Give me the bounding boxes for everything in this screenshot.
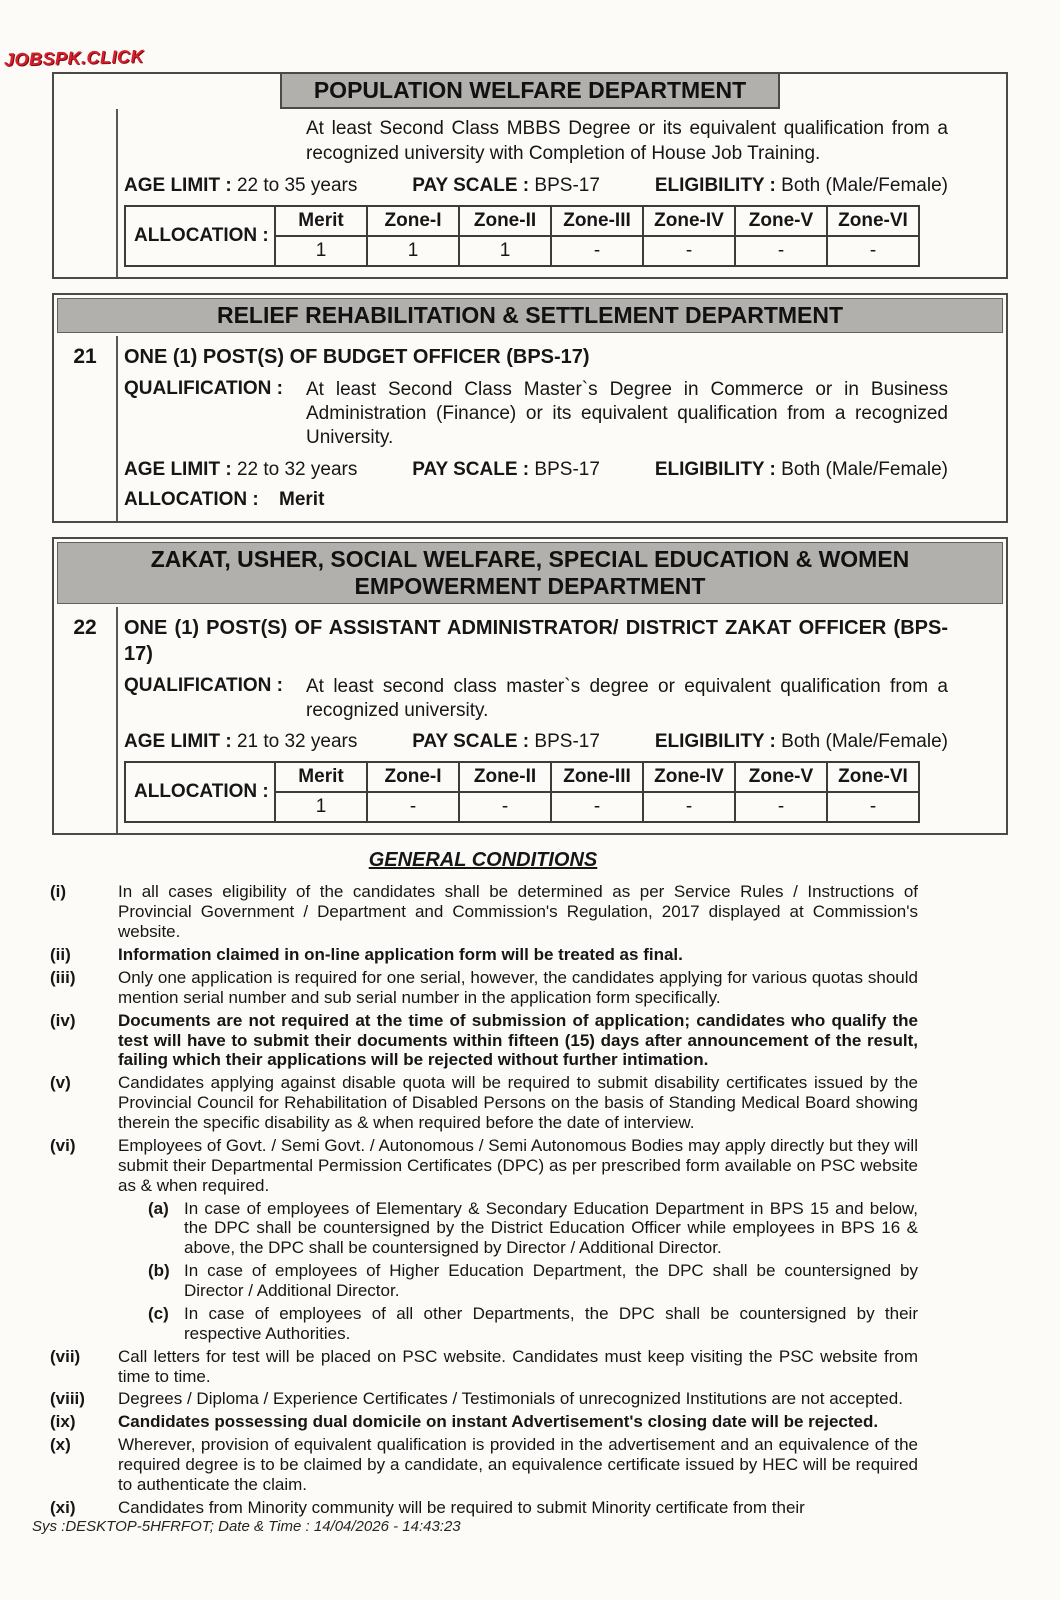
gc-subitem-letter: (b)	[148, 1261, 170, 1281]
age-limit-label: AGE LIMIT :	[124, 174, 232, 196]
gc-item-iv	[48, 1011, 918, 1071]
allocation-col-merit: Merit	[275, 206, 367, 236]
age-limit	[124, 175, 357, 197]
gc-item-number: (iii)	[50, 967, 76, 987]
pay-scale	[412, 459, 600, 481]
pay-scale-value: BPS-17	[534, 458, 600, 480]
gc-item-text: Candidates from Minority community will be required to submit Minority certificate from their	[118, 1497, 805, 1517]
serial-number-22: 22	[54, 607, 118, 834]
gc-subitem-b	[48, 1261, 918, 1301]
relief-title: RELIEF REHABILITATION & SETTLEMENT DEPARTMENT	[216, 301, 844, 328]
qualification-label: QUALIFICATION :	[124, 674, 284, 696]
eligibility-label: ELIGIBILITY :	[654, 731, 776, 753]
gc-item-number: (vi)	[50, 1135, 76, 1155]
eligibility-value: Both (Male/Female)	[781, 458, 948, 480]
gc-item-x	[48, 1435, 918, 1495]
allocation-val-merit: 1	[275, 236, 367, 266]
zakat-header-bar	[57, 542, 1003, 604]
gc-item-vii	[48, 1347, 918, 1387]
allocation-col-zone5: Zone-V	[735, 206, 827, 236]
gc-item-number: (xi)	[50, 1497, 76, 1517]
eligibility-label: ELIGIBILITY :	[654, 174, 776, 196]
general-conditions-title: GENERAL CONDITIONS	[368, 849, 598, 872]
gc-subitem-text: In case of employees of all other Departments, the DPC shall be countersigned by their respective Authorities.	[184, 1303, 918, 1343]
gc-item-text: In all cases eligibility of the candidates shall be determined as per Service Rules / Instructions of Provincial Government / Department and Commission's Regulation, 2017 displayed at Commission's website.	[118, 882, 918, 942]
pay-scale-label: PAY SCALE :	[412, 731, 530, 753]
gc-item-text: Wherever, provision of equivalent qualification is provided in the advertisement and an equivalence of the required degree is to be claimed by a candidate, an equivalence certificate issued by HEC will be required to authenticate the claim.	[118, 1435, 918, 1494]
age-limit-label: AGE LIMIT :	[124, 731, 232, 753]
serial-number-21: 21	[54, 336, 118, 521]
gc-item-ii	[48, 945, 918, 965]
allocation-col-zone4: Zone-IV	[643, 762, 735, 792]
age-limit-value: 22 to 35 years	[236, 174, 358, 196]
relief-qualification	[124, 378, 948, 451]
allocation-label: ALLOCATION :	[125, 762, 275, 822]
allocation-label: ALLOCATION :	[125, 206, 275, 266]
gc-item-text: Call letters for test will be placed on PSC website. Candidates must keep visiting the PSC website from time to time.	[118, 1346, 918, 1386]
gc-subitem-text: In case of employees of Elementary & Secondary Education Department in BPS 15 and below, the DPC shall be countersigned by the District Education Officer while employees in BPS 16 & above, the DPC shall be countersigned by Director / Additional Director.	[184, 1198, 918, 1258]
allocation-val-zone6: -	[827, 792, 919, 822]
gc-subitem-c	[48, 1304, 918, 1344]
gc-item-text: Employees of Govt. / Semi Govt. / Autonomous / Semi Autonomous Bodies may apply directly but they will submit their Departmental Permission Certificates (DPC) as per prescribed form available on PSC website as & when required.	[118, 1135, 918, 1195]
allocation-val-zone4: -	[643, 236, 735, 266]
zakat-qualification	[124, 675, 948, 724]
zakat-title: ZAKAT, USHER, SOCIAL WELFARE, SPECIAL EDUCATION & WOMEN EMPOWERMENT DEPARTMENT	[150, 545, 910, 599]
relief-header-bar	[57, 298, 1003, 333]
allocation-label: ALLOCATION :	[124, 488, 259, 510]
population-meta-row	[124, 175, 948, 197]
gc-subitem-letter: (c)	[148, 1303, 169, 1323]
allocation-col-zone5: Zone-V	[735, 762, 827, 792]
gc-item-text: Information claimed in on-line application form will be treated as final.	[118, 945, 683, 965]
qualification-text: At least Second Class Master`s Degree in Commerce or in Business Administration (Finance) or its equivalent qualification from a recognized University.	[306, 378, 948, 449]
gc-item-v	[48, 1073, 918, 1133]
allocation-col-zone1: Zone-I	[367, 206, 459, 236]
post-title-assistant-administrator: ONE (1) POST(S) OF ASSISTANT ADMINISTRATOR/ DISTRICT ZAKAT OFFICER (BPS-17)	[124, 616, 948, 665]
qualification-text: At least second class master`s degree or equivalent qualification from a recognized university.	[306, 675, 948, 722]
gc-subitem-text: In case of employees of Higher Education Department, the DPC shall be countersigned by Director / Additional Director.	[184, 1261, 918, 1301]
gc-item-number: (i)	[50, 882, 67, 902]
gc-item-i	[48, 882, 918, 942]
population-welfare-body	[54, 109, 1006, 276]
allocation-col-zone2: Zone-II	[459, 762, 551, 792]
serial-column-empty	[54, 109, 118, 276]
gc-subitem-a	[48, 1199, 918, 1259]
allocation-header-row	[125, 762, 919, 792]
relief-allocation	[124, 489, 948, 511]
gc-item-text: Only one application is required for one serial, however, the candidates applying for various quotas should mention serial number and sub serial number in the application form specifically.	[118, 967, 918, 1007]
population-welfare-title: POPULATION WELFARE DEPARTMENT	[313, 77, 747, 103]
allocation-val-zone5: -	[735, 792, 827, 822]
eligibility	[655, 459, 948, 481]
gc-item-xi	[48, 1498, 918, 1518]
allocation-col-zone6: Zone-VI	[827, 762, 919, 792]
allocation-header-row	[125, 206, 919, 236]
relief-body	[54, 336, 1006, 521]
gc-item-vi	[48, 1136, 918, 1196]
allocation-val-zone5: -	[735, 236, 827, 266]
gc-item-iii	[48, 968, 918, 1008]
pay-scale	[412, 175, 600, 197]
zakat-body	[54, 607, 1006, 834]
allocation-col-merit: Merit	[275, 762, 367, 792]
population-welfare-content	[118, 109, 1006, 276]
pay-scale-label: PAY SCALE :	[412, 174, 530, 196]
eligibility	[655, 731, 948, 753]
gc-item-ix	[48, 1412, 918, 1432]
gc-item-number: (v)	[50, 1073, 71, 1093]
age-limit	[124, 459, 357, 481]
zakat-content	[118, 607, 1006, 834]
age-limit-value: 21 to 32 years	[236, 731, 358, 753]
section-zakat-usher	[52, 537, 1008, 836]
age-limit-label: AGE LIMIT :	[124, 458, 232, 480]
gc-item-number: (vii)	[50, 1346, 81, 1366]
gc-item-number: (x)	[50, 1435, 71, 1455]
gc-item-text: Degrees / Diploma / Experience Certificates / Testimonials of unrecognized Institutions are not accepted.	[118, 1389, 903, 1409]
gc-item-number: (viii)	[50, 1389, 85, 1409]
zakat-meta-row	[124, 731, 948, 753]
gc-item-text: Candidates possessing dual domicile on instant Advertisement's closing date will be rejected.	[118, 1412, 879, 1432]
allocation-col-zone3: Zone-III	[551, 206, 643, 236]
allocation-val-zone1: -	[367, 792, 459, 822]
age-limit	[124, 731, 357, 753]
gc-item-number: (ix)	[50, 1412, 76, 1432]
allocation-col-zone6: Zone-VI	[827, 206, 919, 236]
allocation-col-zone2: Zone-II	[459, 206, 551, 236]
gc-item-number: (ii)	[50, 945, 71, 965]
allocation-val-zone2: 1	[459, 236, 551, 266]
pay-scale-label: PAY SCALE :	[412, 458, 530, 480]
allocation-val-zone2: -	[459, 792, 551, 822]
population-welfare-header-bar	[280, 72, 780, 109]
pay-scale-value: BPS-17	[534, 731, 600, 753]
allocation-val-merit: 1	[275, 792, 367, 822]
allocation-val-zone3: -	[551, 236, 643, 266]
pay-scale-value: BPS-17	[534, 174, 600, 196]
gc-subitem-letter: (a)	[148, 1198, 169, 1218]
allocation-col-zone1: Zone-I	[367, 762, 459, 792]
qualification-label: QUALIFICATION :	[124, 377, 284, 399]
eligibility-label: ELIGIBILITY :	[654, 458, 776, 480]
allocation-value-merit: Merit	[279, 488, 325, 510]
eligibility	[655, 175, 948, 197]
allocation-val-zone1: 1	[367, 236, 459, 266]
allocation-val-zone4: -	[643, 792, 735, 822]
eligibility-value: Both (Male/Female)	[781, 174, 948, 196]
jobspk-logo: JOBSPK.CLICK	[3, 46, 145, 70]
gc-item-text: Candidates applying against disable quota will be required to submit disability certificates issued by the Provincial Council for Rehabilitation of Disabled Persons on the basis of Standing Medical Board showing therein the specific disability as & when required before the date of interview.	[118, 1073, 918, 1133]
allocation-col-zone3: Zone-III	[551, 762, 643, 792]
post-title-budget-officer: ONE (1) POST(S) OF BUDGET OFFICER (BPS-17)	[124, 345, 590, 368]
gc-item-viii	[48, 1389, 918, 1409]
pay-scale	[412, 731, 600, 753]
system-footer-timestamp: Sys :DESKTOP-5HFRFOT; Date & Time : 14/04/2026 - 14:43:23	[32, 1518, 461, 1535]
zakat-allocation-table	[124, 761, 920, 823]
allocation-val-zone3: -	[551, 792, 643, 822]
section-population-welfare	[52, 72, 1008, 279]
gc-item-text: Documents are not required at the time of submission of application; candidates who qualify the test will have to submit their documents within fifteen (15) days after announcement of the result, failing which their applications will be rejected without further intimation.	[118, 1010, 918, 1070]
relief-content	[118, 336, 1006, 521]
age-limit-value: 22 to 32 years	[236, 458, 358, 480]
general-conditions	[48, 849, 918, 1517]
qualification-continuation-text: At least Second Class MBBS Degree or its equivalent qualification from a recognized university with Completion of House Job Training.	[306, 118, 948, 164]
allocation-col-zone4: Zone-IV	[643, 206, 735, 236]
allocation-val-zone6: -	[827, 236, 919, 266]
population-allocation-table	[124, 205, 920, 267]
section-relief-rehabilitation	[52, 293, 1008, 523]
eligibility-value: Both (Male/Female)	[781, 731, 948, 753]
gc-item-number: (iv)	[50, 1010, 76, 1030]
relief-meta-row	[124, 459, 948, 481]
